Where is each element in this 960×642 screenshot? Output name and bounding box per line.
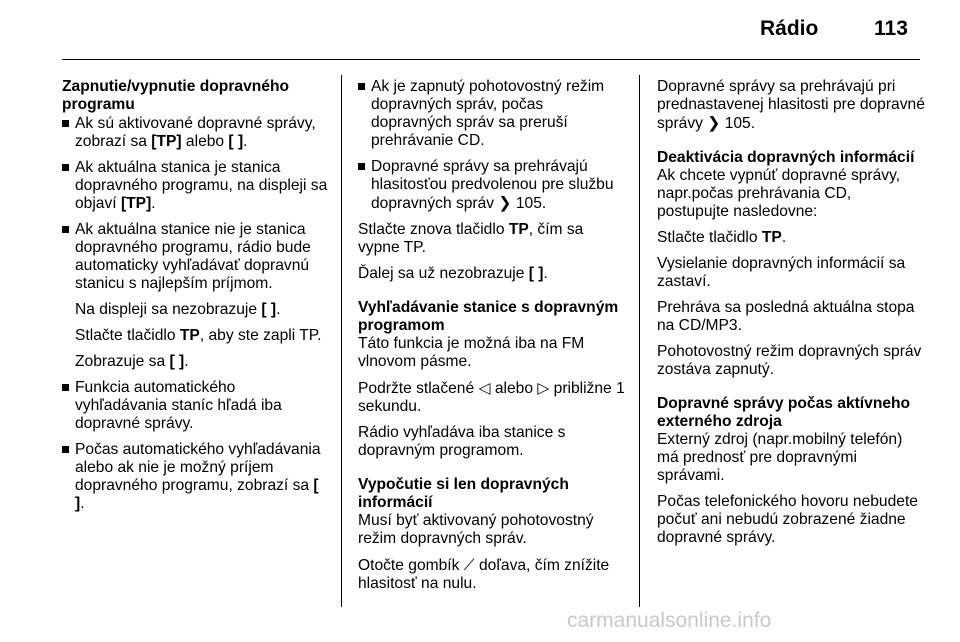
list-item: Dopravné správy sa prehrávajú hlasitosťou predvolenou pre službu dopravných správ ❯ 105. <box>358 158 628 213</box>
watermark-link[interactable]: carmanualsonline.info <box>567 609 772 632</box>
section-heading: Deaktivácia dopravných informácií <box>657 149 915 166</box>
header-rule <box>62 59 920 60</box>
page-number: 113 <box>874 17 908 40</box>
seek-right-icon: ▷ <box>537 379 550 397</box>
paragraph: Na displeji sa nezobrazuje [ ]. <box>75 301 281 318</box>
column-2 <box>358 78 628 593</box>
paragraph: Podržte stlačené ◁ alebo ▷ približne 1 sekundu. <box>358 379 625 415</box>
list-item: Ak je zapnutý pohotovostný režim dopravných správ, počas dopravných správ sa preruší prehrávanie CD. <box>358 78 628 150</box>
paragraph: Ak chcete vypnúť dopravné správy, napr.počas prehrávania CD, postupujte nasledovne: <box>657 167 901 220</box>
section-heading: Dopravné správy počas aktívneho externého zdroja <box>657 395 911 430</box>
section-heading: Vyhľadávanie stanice s dopravným programom <box>358 299 619 334</box>
list-item: Ak aktuálna stanice nie je stanica dopravného programu, rádio bude automaticky vyhľadávať dopravnú stanicu s najlepším príjmom. <box>62 221 330 293</box>
paragraph: Počas telefonického hovoru nebudete počuť ani nebudú zobrazené žiadne dopravné správy. <box>657 493 918 546</box>
paragraph: Stlačte znova tlačidlo TP, čím sa vypne TP. <box>358 221 584 256</box>
paragraph: Musí byť aktivovaný pohotovostný režim dopravných správ. <box>358 512 594 547</box>
section-heading: Zapnutie/vypnutie dopravného programu <box>62 78 289 113</box>
paragraph: Táto funkcia je možná iba na FM vlnovom pásme. <box>358 335 585 370</box>
list-item: Funkcia automatického vyhľadávania staníc hľadá iba dopravné správy. <box>62 379 330 433</box>
paragraph: Ďalej sa už nezobrazuje [ ]. <box>358 265 548 282</box>
seek-left-icon: ◁ <box>478 379 491 397</box>
paragraph: Stlačte tlačidlo TP, aby ste zapli TP. <box>75 327 322 344</box>
paragraph: Zobrazuje sa [ ]. <box>75 353 189 370</box>
paragraph: Rádio vyhľadáva iba stanice s dopravným programom. <box>358 424 566 459</box>
list-item: Ak aktuálna stanica je stanica dopravného programu, na displeji sa objaví [TP]. <box>62 159 330 213</box>
column-3 <box>657 78 925 547</box>
column-divider-1 <box>341 75 342 607</box>
column-divider-2 <box>639 75 640 607</box>
paragraph: Dopravné správy sa prehrávajú pri prednastavenej hlasitosti pre dopravné správy ❯ 105. <box>657 78 925 132</box>
paragraph: Prehráva sa posledná aktuálna stopa na CD/MP3. <box>657 299 915 334</box>
volume-knob-icon: ⟋ <box>463 556 475 574</box>
page-ref-icon: ❯ <box>707 114 721 132</box>
column-1 <box>62 78 330 513</box>
paragraph: Externý zdroj (napr.mobilný telefón) má prednosť pre dopravnými správami. <box>657 431 903 484</box>
paragraph: Stlačte tlačidlo TP. <box>657 229 787 246</box>
page-title: Rádio <box>760 17 819 40</box>
list-item: Počas automatického vyhľadávania alebo ak nie je možný príjem dopravného programu, zobrazí sa [ ]. <box>62 441 330 513</box>
page-ref-icon: ❯ <box>498 194 512 212</box>
section-heading: Vypočutie si len dopravných informácií <box>358 476 569 511</box>
paragraph: Pohotovostný režim dopravných správ zostáva zapnutý. <box>657 343 922 378</box>
list-item: Ak sú aktivované dopravné správy, zobrazí sa [TP] alebo [ ]. <box>62 115 330 151</box>
paragraph: Vysielanie dopravných informácií sa zastaví. <box>657 255 906 290</box>
paragraph: Otočte gombík ⟋ doľava, čím znížite hlasitosť na nulu. <box>358 556 610 592</box>
